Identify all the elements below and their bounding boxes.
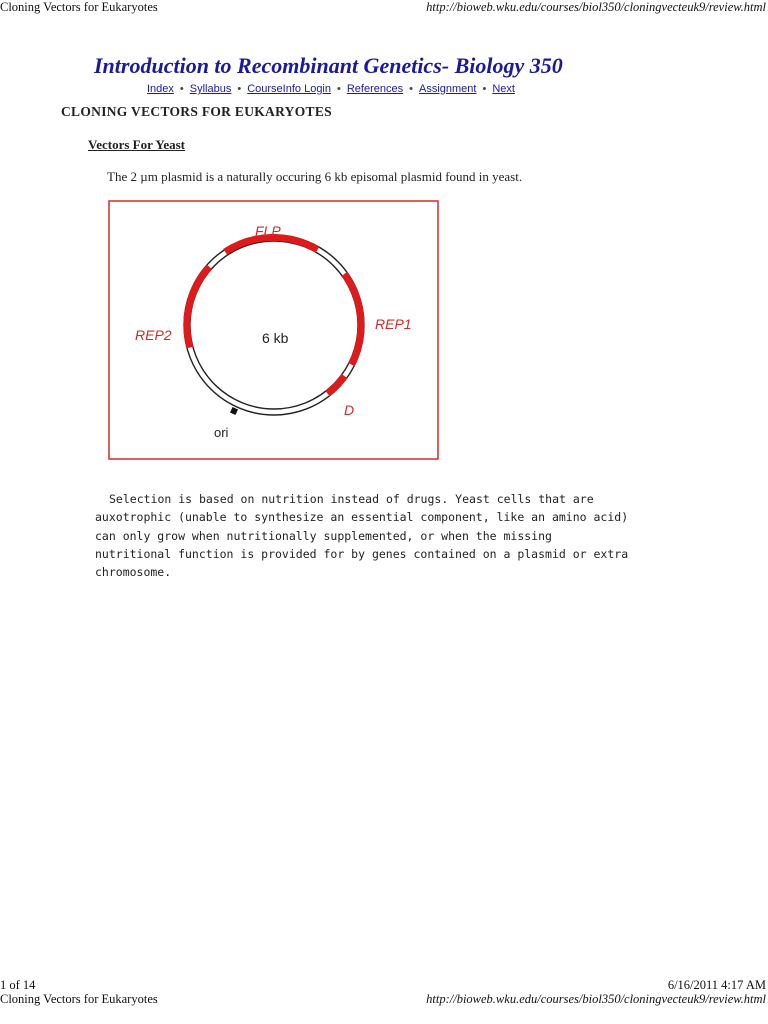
nav-link-assignment[interactable]: Assignment	[418, 83, 477, 95]
body-text: Selection is based on nutrition instead of drugs. Yeast cells that are auxotrophic (unable to synthesize an essential component, like an amino acid) can only grow when nutritionally supplemented, or when the missing nutritional function is provided for by genes contained on a plasmid or extra chromosome.	[95, 492, 629, 580]
nav-separator: •	[482, 83, 487, 95]
print-header	[0, 0, 768, 16]
plasmid-size-label: 6 kb	[262, 330, 289, 346]
gene-label-rep1: REP1	[375, 316, 412, 332]
body-paragraph	[95, 490, 635, 581]
gene-label-flp: FLP	[255, 223, 281, 239]
nav-separator: •	[179, 83, 184, 95]
print-footer-title: Cloning Vectors for Eukaryotes	[0, 992, 158, 1006]
nav-separator: •	[409, 83, 413, 95]
origin-label: ori	[214, 425, 229, 440]
nav-separator: •	[337, 83, 341, 95]
plasmid-map-svg	[108, 199, 440, 463]
nav-link-references[interactable]: References	[346, 83, 404, 95]
intro-text: The 2 µm plasmid is a naturally occuring 6 kb episomal plasmid found in yeast.	[107, 169, 523, 184]
page-number: 1 of 14	[0, 978, 36, 992]
nav-link-courseinfo-login[interactable]: CourseInfo Login	[247, 83, 331, 95]
section-title: CLONING VECTORS FOR EUKARYOTES	[61, 104, 332, 119]
print-datetime: 6/16/2011 4:17 AM	[667, 978, 766, 992]
print-header-url: http://bioweb.wku.edu/courses/biol350/cloningvecteuk9/review.html	[426, 0, 766, 14]
gene-label-rep2: REP2	[135, 327, 172, 343]
nav-link-index[interactable]: Index	[147, 83, 174, 95]
gene-label-d: D	[344, 402, 355, 418]
subsection-title: Vectors For Yeast	[88, 137, 185, 152]
plasmid-diagram	[108, 199, 440, 463]
nav-link-syllabus[interactable]: Syllabus	[189, 83, 232, 95]
print-footer-url: http://bioweb.wku.edu/courses/biol350/cloningvecteuk9/review.html	[426, 992, 766, 1006]
page-title: Introduction to Recombinant Genetics- Biology 350	[94, 53, 563, 78]
print-header-title: Cloning Vectors for Eukaryotes	[0, 0, 158, 14]
nav-bar	[147, 83, 515, 95]
nav-separator: •	[237, 83, 242, 95]
nav-link-next[interactable]: Next	[492, 83, 515, 95]
